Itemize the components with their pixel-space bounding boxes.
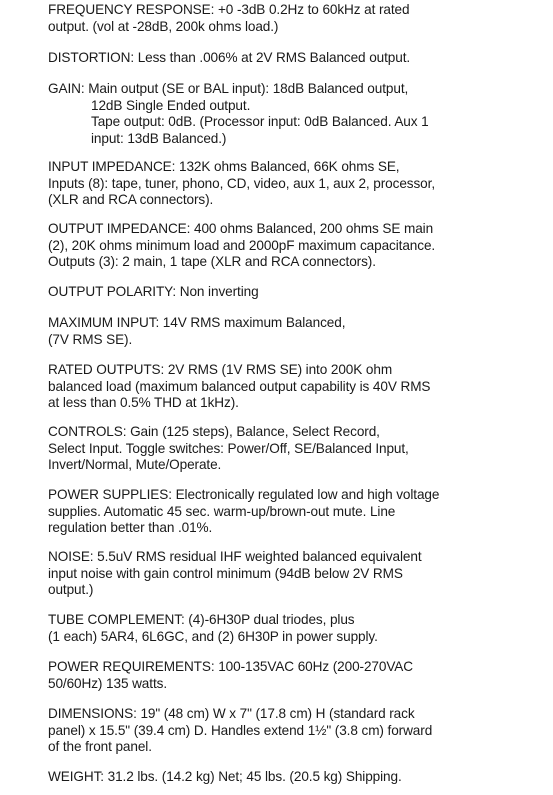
spec-line: WEIGHT: 31.2 lbs. (14.2 kg) Net; 45 lbs. (20.5 kg) Shipping. (48, 769, 402, 784)
spec-line: balanced load (maximum balanced output capability is 40V RMS (48, 378, 431, 394)
spec-line: DIMENSIONS: 19" (48 cm) W x 7" (17.8 cm) H (standard rack (48, 706, 415, 721)
spec-output-impedance (48, 221, 548, 271)
spec-line: DISTORTION: Less than .006% at 2V RMS Balanced output. (48, 50, 411, 65)
spec-line: (XLR and RCA connectors). (48, 192, 214, 207)
spec-line: OUTPUT POLARITY: Non inverting (48, 284, 259, 299)
spec-line: Inputs (8): tape, tuner, phono, CD, video, aux 1, aux 2, processor, (48, 175, 435, 191)
spec-line: (1 each) 5AR4, 6L6GC, and (2) 6H30P in power supply. (48, 628, 378, 644)
spec-line: supplies. Automatic 45 sec. warm-up/brown-out mute. Line (48, 503, 396, 519)
spec-output-polarity (48, 284, 548, 301)
spec-controls (48, 424, 548, 474)
spec-line: panel) x 15.5" (39.4 cm) D. Handles extend 1½" (3.8 cm) forward (48, 722, 433, 738)
spec-line: (7V RMS SE). (48, 331, 133, 347)
spec-input-impedance (48, 159, 548, 209)
spec-maximum-input (48, 315, 548, 348)
spec-line: output. (vol at -28dB, 200k ohms load.) (48, 18, 279, 34)
spec-line: OUTPUT IMPEDANCE: 400 ohms Balanced, 200 ohms SE main (48, 221, 434, 236)
spec-power-supplies (48, 487, 548, 537)
spec-noise (48, 549, 548, 599)
spec-line: TUBE COMPLEMENT: (4)-6H30P dual triodes, plus (48, 612, 355, 627)
spec-line: 50/60Hz) 135 watts. (48, 675, 167, 691)
spec-line-indented: 12dB Single Ended output. (91, 97, 251, 113)
spec-line: of the front panel. (48, 739, 152, 754)
spec-line: at less than 0.5% THD at 1kHz). (48, 395, 239, 410)
spec-line: INPUT IMPEDANCE: 132K ohms Balanced, 66K ohms SE, (48, 159, 400, 174)
spec-power-requirements (48, 659, 548, 692)
spec-line-indented: Tape output: 0dB. (Processor input: 0dB Balanced. Aux 1 (91, 114, 429, 129)
spec-rated-outputs (48, 362, 548, 412)
spec-line: input noise with gain control minimum (94dB below 2V RMS (48, 565, 403, 581)
spec-line: POWER REQUIREMENTS: 100-135VAC 60Hz (200-270VAC (48, 659, 413, 674)
spec-line: GAIN: Main output (SE or BAL input): 18dB Balanced output, (48, 81, 409, 96)
spec-line: Invert/Normal, Mute/Operate. (48, 457, 222, 472)
spec-line: Select Input. Toggle switches: Power/Off, SE/Balanced Input, (48, 440, 409, 456)
spec-line: FREQUENCY RESPONSE: +0 -3dB 0.2Hz to 60kHz at rated (48, 2, 410, 17)
spec-line-indented: input: 13dB Balanced.) (91, 130, 227, 146)
spec-line: MAXIMUM INPUT: 14V RMS maximum Balanced, (48, 315, 346, 330)
spec-frequency-response (48, 2, 548, 35)
spec-line: RATED OUTPUTS: 2V RMS (1V RMS SE) into 200K ohm (48, 362, 393, 377)
spec-gain (48, 81, 548, 147)
spec-tube-complement (48, 612, 548, 645)
spec-line: regulation better than .01%. (48, 520, 213, 535)
spec-line: NOISE: 5.5uV RMS residual IHF weighted balanced equivalent (48, 549, 422, 564)
spec-line: CONTROLS: Gain (125 steps), Balance, Select Record, (48, 424, 380, 439)
spec-distortion (48, 50, 548, 67)
spec-line: POWER SUPPLIES: Electronically regulated low and high voltage (48, 487, 440, 502)
spec-line: (2), 20K ohms minimum load and 2000pF maximum capacitance. (48, 237, 436, 253)
spec-dimensions (48, 706, 548, 756)
spec-line: output.) (48, 582, 94, 597)
spec-weight (48, 769, 548, 786)
spec-line: Outputs (3): 2 main, 1 tape (XLR and RCA connectors). (48, 254, 376, 269)
